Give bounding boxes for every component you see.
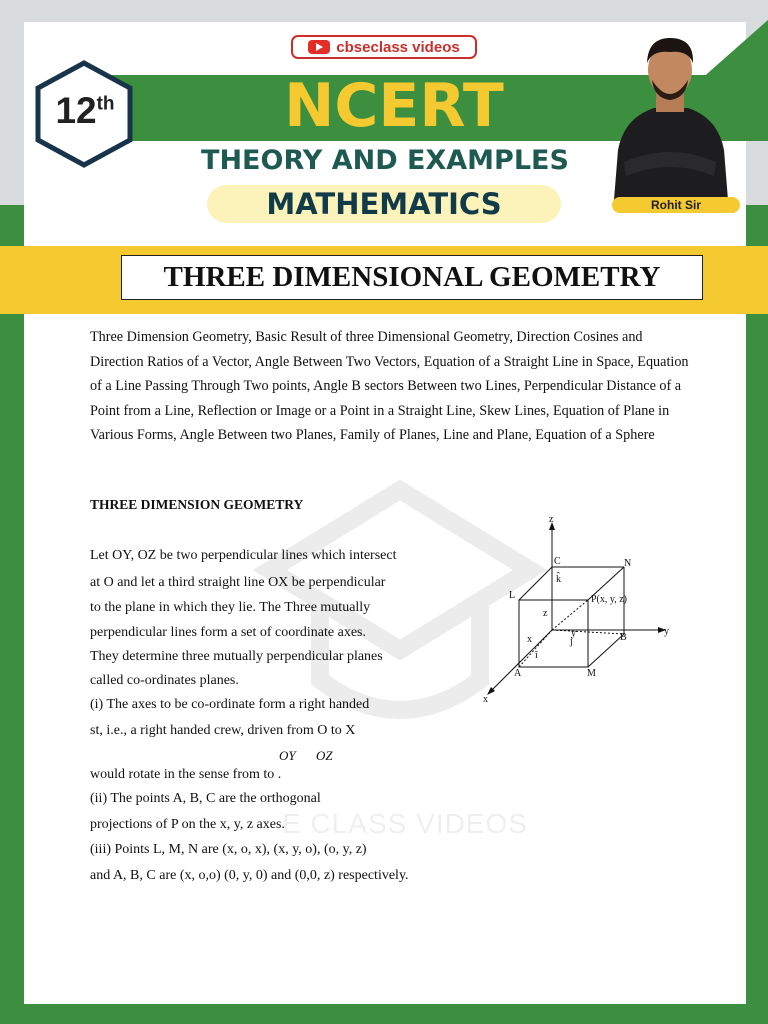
body-line: st, i.e., a right handed crew, driven from O to X — [90, 723, 356, 738]
section-heading: THREE DIMENSION GEOMETRY — [90, 497, 304, 512]
label-x: x — [483, 694, 488, 705]
teacher-photo — [604, 30, 736, 200]
label-L: L — [509, 590, 516, 601]
label-M: M — [587, 668, 596, 679]
body-line: (i) The axes to be co-ordinate form a right handed — [90, 697, 370, 712]
chapter-title: THREE DIMENSIONAL GEOMETRY — [121, 255, 703, 300]
teacher-name: Rohit Sir — [612, 197, 740, 213]
intro-paragraph: Three Dimension Geometry, Basic Result of three Dimensional Geometry, Direction Cosines and Direction Ratios of a Vector, Angle Between Two Vectors, Equation of a Straight Line in Space, Equation of a Line Passing Through Two points, Angle B sectors Between two Lines, Perpendicular Distance of a Point from a Line, Reflection or Image or a Point in a Straight Line, Skew Lines, Equation of Plane in Various Forms, Angle Between two Planes, Family of Planes, Line and Plane, Equation of a Sphere — [90, 329, 689, 443]
body-line: projections of P on the x, y, z axes. — [90, 817, 285, 832]
label-edge-z: z — [543, 608, 548, 619]
body-line: (ii) The points A, B, C are the orthogonal — [90, 791, 321, 806]
label-A: A — [514, 668, 522, 679]
label-y: y — [664, 626, 669, 637]
body-line: and A, B, C are (x, o,o) (0, y, 0) and (0,0, z) respectively. — [90, 868, 409, 883]
frame-bottom — [0, 1004, 768, 1024]
math-oz: OZ — [316, 748, 333, 763]
label-P: P(x, y, z) — [591, 594, 628, 605]
label-B: B — [620, 632, 627, 643]
coordinate-cube-diagram — [480, 514, 680, 710]
grade-suffix: th — [96, 93, 115, 115]
body-line: would rotate in the sense from to . — [90, 767, 282, 782]
grade-label — [40, 90, 130, 132]
math-oy: OY — [279, 748, 296, 763]
subtitle: THEORY AND EXAMPLES — [201, 145, 569, 176]
label-C: C — [554, 556, 561, 567]
body-line: at O and let a third straight line OX be perpendicular — [90, 575, 386, 590]
label-edge-y: y — [571, 628, 576, 639]
subject-pill: MATHEMATICS — [207, 185, 561, 223]
label-z: z — [549, 514, 554, 525]
body-line: perpendicular lines form a set of coordinate axes. — [90, 625, 367, 640]
channel-name: cbseclass videos — [336, 38, 460, 56]
body-line: to the plane in which they lie. The Three mutually — [90, 600, 371, 615]
label-i: î — [535, 650, 538, 661]
x-axis — [490, 630, 552, 692]
youtube-icon — [308, 40, 330, 54]
channel-badge — [291, 35, 477, 59]
grade-number: 12 — [55, 90, 97, 131]
frame-right — [746, 205, 768, 1024]
label-N: N — [624, 558, 632, 569]
body-line: Let OY, OZ be two perpendicular lines which intersect — [90, 548, 397, 563]
ncert-title: NCERT — [284, 71, 504, 141]
body-line: They determine three mutually perpendicular planes — [90, 649, 383, 664]
label-j: j — [570, 636, 573, 647]
body-line: called co-ordinates planes. — [90, 673, 239, 688]
frame-left — [0, 205, 24, 1024]
label-edge-x: x — [527, 634, 532, 645]
label-k: k̂ — [556, 574, 561, 585]
body-line: (iii) Points L, M, N are (x, o, x), (x, y, o), (o, y, z) — [90, 842, 367, 857]
watermark-text: E CLASS VIDEOS — [282, 808, 528, 839]
